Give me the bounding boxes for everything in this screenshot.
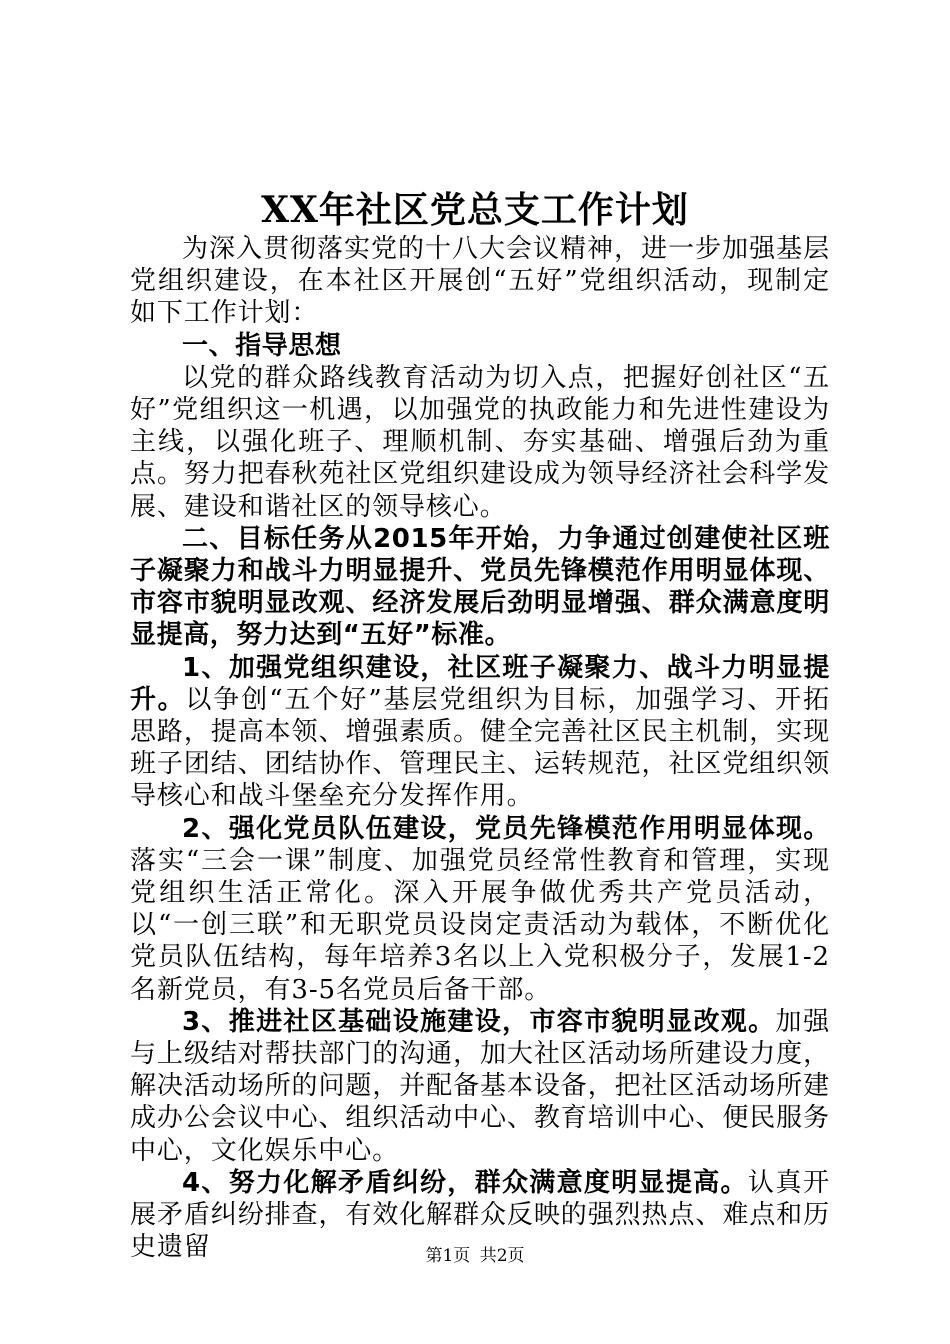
document-title: XX年社区党总支工作计划 bbox=[261, 189, 689, 231]
item-3-body: 加强与上级结对帮扶部门的沟通，加大社区活动场所建设力度，解决活动场所的问题，并配备基本设备，把社区活动场所建成办公会议中心、组织活动中心、教育培训中心、便民服务中心，文化娱乐中心。 bbox=[130, 1006, 830, 1166]
item-2-heading: 2、强化党员队伍建设，党员先锋模范作用明显体现。 bbox=[182, 813, 830, 844]
item-4-body: 认真开展矛盾纠纷排查，有效化解群众反映的强烈热点、难点和历史遗留 bbox=[130, 1167, 830, 1263]
page-total: 共2页 bbox=[479, 1246, 525, 1266]
page-number: 第1页 bbox=[425, 1246, 471, 1266]
item-1-body: 以争创“五个好”基层党组织为目标，加强学习、开拓思路，提高本领、增强素质。健全完善社区民主机制，实现班子团结、团结协作、管理民主、运转规范，社区党组织领导核心和战斗堡垒充分发挥作用。 bbox=[130, 684, 831, 812]
item-3-paragraph bbox=[130, 1006, 830, 1167]
item-1-paragraph bbox=[130, 652, 830, 813]
guiding-ideology-paragraph: 以党的群众路线教育活动为切入点，把握好创社区“五好”党组织这一机遇，以加强党的执政能力和先进性建设为主线，以强化班子、理顺机制、夯实基础、增强后劲为重点。努力把春秋苑社区党组织建设成为领导经济社会科学发展、建设和谐社区的领导核心。 bbox=[130, 362, 830, 522]
intro-paragraph: 为深入贯彻落实党的十八大会议精神，进一步加强基层党组织建设，在本社区开展创“五好”党组织活动，现制定如下工作计划： bbox=[130, 234, 830, 329]
section-heading-goals: 二、目标任务从2015年开始，力争通过创建使社区班子凝聚力和战斗力明显提升、党员先锋模范作用明显体现、市容市貌明显改观、经济发展后劲明显增强、群众满意度明显提高，努力达到“五好”标准。 bbox=[130, 523, 830, 651]
item-2-paragraph bbox=[130, 813, 830, 1006]
item-3-heading: 3、推进社区基础设施建设，市容市貌明显改观。 bbox=[182, 1006, 776, 1037]
section-heading-guiding-ideology: 一、指导思想 bbox=[182, 330, 342, 361]
item-1-heading: 1、加强党组织建设，社区班子凝聚力、战斗力明显提升。 bbox=[130, 652, 830, 715]
item-4-heading: 4、努力化解矛盾纠纷，群众满意度明显提高。 bbox=[182, 1167, 748, 1198]
item-2-body: 落实“三会一课”制度、加强党员经常性教育和管理，实现党组织生活正常化。深入开展争做优秀共产党员活动，以“一创三联”和无职党员设岗定责活动为载体，不断优化党员队伍结构，每年培养3名以上入党积极分子，发展1-2名新党员，有3-5名党员后备干部。 bbox=[130, 845, 830, 1005]
document-body bbox=[130, 233, 830, 1264]
page-footer bbox=[0, 1245, 950, 1267]
